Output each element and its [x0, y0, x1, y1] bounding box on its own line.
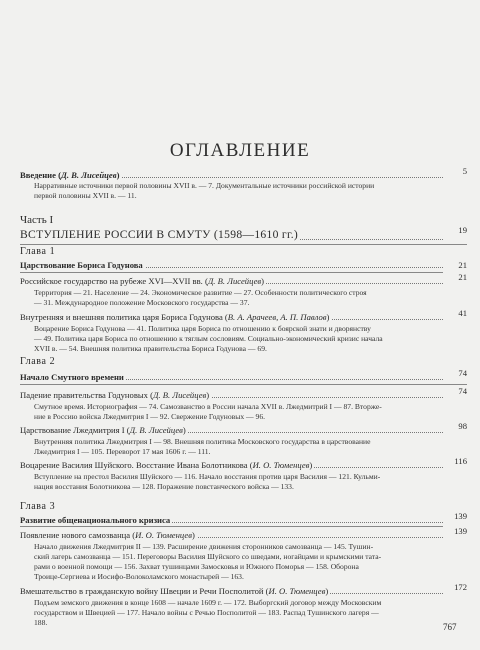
divider [20, 384, 467, 385]
entry-label: Вмешательство в гражданскую войну Швеции и Речи Посполитой [20, 586, 264, 596]
page-number: 139 [443, 526, 467, 536]
page-number: 21 [443, 272, 467, 282]
entry-label: Появление нового самозванца [20, 530, 131, 540]
chapter-title: Начало Смутного времени [20, 372, 124, 382]
toc-entry-intro[interactable]: Введение (Д. В. Лисейцев) 5 [20, 166, 467, 180]
entry-author: И. О. Тюменцев [268, 586, 326, 596]
part-label: Часть I [20, 214, 54, 226]
entry-author: И. О. Тюменцев [135, 530, 192, 540]
page-title: ОГЛАВЛЕНИЕ [169, 140, 311, 161]
toc-entry-section[interactable]: Появление нового самозванца (И. О. Тюменцев) 139 [20, 526, 467, 540]
divider [20, 272, 467, 273]
page-number: 74 [443, 368, 467, 378]
toc-entry-section[interactable]: Воцарение Василия Шуйского. Восстание Ивана Болотникова (И. О. Тюменцев) 116 [20, 456, 467, 470]
toc-entry-section[interactable]: Вмешательство в гражданскую войну Швеции и Речи Посполитой (И. О. Тюменцев) 172 [20, 582, 467, 596]
chapter-title: Царствование Бориса Годунова [20, 260, 143, 270]
page-number: 139 [443, 511, 467, 521]
entry-description: Внутренняя политика Лжедмитрия I — 98. Внешняя политика Московского государства в царствование Лжедмитрия I — 105. Переворот 17 мая 1606 г. — 111. [34, 437, 371, 456]
page-number: 5 [443, 166, 467, 176]
page-number: 74 [443, 386, 467, 396]
toc-entry-chapter-1[interactable] [20, 260, 467, 270]
entry-description: Нарративные источники первой половины XVII в. — 7. Документальные источники российской истории первой половины XVII в. — 11. [34, 181, 375, 200]
entry-author: В. А. Арачеев, А. П. Павлов [227, 312, 327, 322]
entry-label: Воцарение Василия Шуйского. Восстание Ивана Болотникова [20, 460, 248, 470]
entry-description: Вступление на престол Василия Шуйского — 116. Начало восстания против царя Василия — 121. Кульми- нация восстания Болотникова — 128. Поражение повстанческого войска — 133. [34, 472, 381, 491]
chapter-title: Развитие общенационального кризиса [20, 515, 171, 525]
toc-entry-section[interactable]: Падение правительства Годуновых (Д. В. Лисейцев) 74 [20, 386, 467, 400]
chapter-label: Глава 3 [20, 501, 56, 512]
entry-description: Подъем земского движения в конце 1608 — начале 1609 г. — 172. Выборгский договор между Московским государством и Швецией — 177. Начало войны с Речью Посполитой — 183. Распад Тушинского лагеря — 188. [34, 598, 382, 627]
divider [20, 244, 467, 245]
page-number: 41 [443, 308, 467, 318]
chapter-label: Глава 1 [20, 246, 56, 257]
entry-label: Введение [20, 170, 56, 180]
entry-author: Д. В. Лисейцев [207, 276, 262, 286]
entry-label: Российское государство на рубеже XVI—XVII вв. [20, 276, 203, 286]
toc-entry-section[interactable]: Царствование Лжедмитрия I (Д. В. Лисейцев) 98 [20, 421, 467, 435]
toc-entry-chapter-3[interactable] [20, 511, 467, 525]
entry-author: Д. В. Лисейцев [152, 390, 207, 400]
entry-description: Воцарение Бориса Годунова — 41. Политика царя Бориса по отношению к боярской знати и дворянству — 49. Политика царя Бориса по отношению к тяглым сословиям. Социально-экономический кризис начала XVII в. — 54. Внешняя политика правительства Бориса Годунова — 69. [34, 324, 383, 353]
page-number: 98 [443, 421, 467, 431]
page-number: 172 [443, 582, 467, 592]
part-title: ВСТУПЛЕНИЕ РОССИИ В СМУТУ (1598—1610 гг.) [20, 228, 299, 241]
entry-description: Территория — 21. Население — 24. Экономическое развитие — 27. Особенности политического строя — 31. Международное положение Московского государства — 37. [34, 288, 367, 307]
toc-entry-part-1[interactable] [20, 225, 467, 242]
entry-description: Начало движения Лжедмитрия II — 139. Расширение движения сторонников самозванца — 145. Тушин- ский лагерь самозванца — 151. Переговоры Василия Шуйского со шведами, ногайцами и крымскими тата- рами о военной помощи — 156. Захват тушинцами Замосковья и Южного Поморья — 158. Оборона Троице-Сергиева и Иосифо-Волоколамского монастырей — 163. [34, 542, 382, 581]
entry-label: Падение правительства Годуновых [20, 390, 148, 400]
entry-label: Внутренняя и внешняя политика царя Бориса Годунова [20, 312, 223, 322]
page-number: 21 [443, 260, 467, 270]
toc-entry-chapter-2[interactable] [20, 368, 467, 382]
divider [20, 526, 467, 527]
entry-author: Д. В. Лисейцев [60, 170, 117, 180]
page-number: 19 [443, 223, 467, 237]
entry-label: Царствование Лжедмитрия I [20, 425, 125, 435]
page-number: 116 [443, 456, 467, 466]
entry-description: Смутное время. Историография — 74. Самозванство в России начала XVII в. Лжедмитрий I — 87. Вторже- ние в Россию войска Лжедмитрия I — 92. Свержение Годуновых — 96. [34, 402, 382, 421]
toc-entry-section[interactable]: Российское государство на рубеже XVI—XVII вв. (Д. В. Лисейцев) 21 [20, 272, 467, 286]
chapter-label: Глава 2 [20, 356, 56, 367]
toc-entry-section[interactable]: Внутренняя и внешняя политика царя Бориса Годунова (В. А. Арачеев, А. П. Павлов) 41 [20, 308, 467, 322]
page-folio: 767 [443, 622, 457, 632]
entry-author: И. О. Тюменцев [252, 460, 310, 470]
entry-author: Д. В. Лисейцев [129, 425, 183, 435]
